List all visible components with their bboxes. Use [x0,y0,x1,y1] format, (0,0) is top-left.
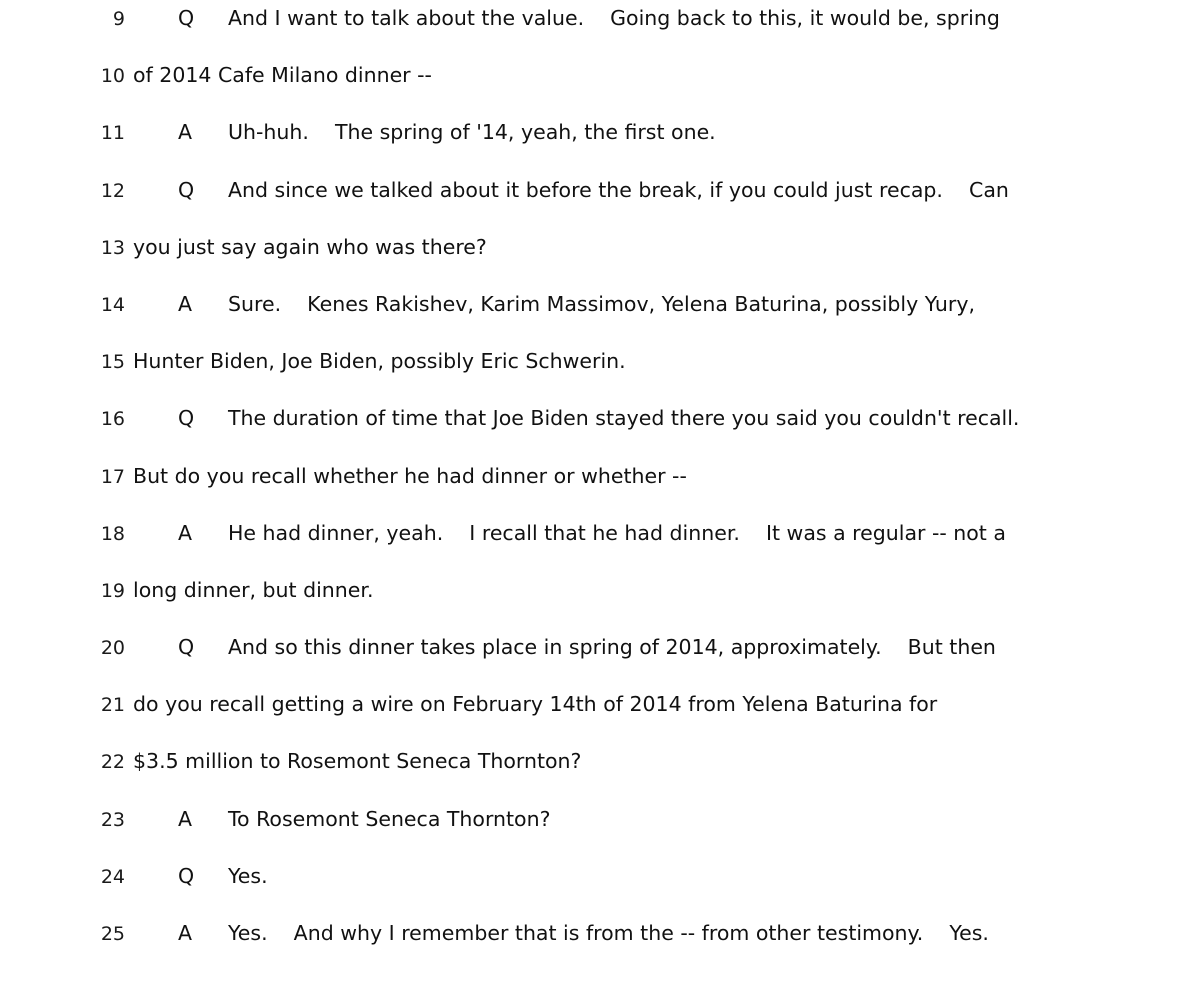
line-body: To Rosemont Seneca Thornton? [228,806,551,831]
transcript-line [0,806,1200,866]
line-text [133,863,1200,888]
line-text [133,751,1200,772]
speaker-label: A [178,520,193,545]
speaker-label: Q [178,863,195,888]
transcript-line [0,751,1200,808]
transcript-line [0,65,1200,122]
line-number: 20 [100,637,125,660]
transcript-line [0,291,1200,351]
line-number: 22 [100,751,125,774]
line-number: 16 [100,408,125,431]
line-body: long dinner, but dinner. [133,577,374,602]
transcript-line [0,863,1200,923]
speaker-label: A [178,120,193,145]
line-body: Uh-huh. The spring of '14, yeah, the first one. [228,120,716,145]
line-body: Yes. And why I remember that is from the -- from other testimony. Yes. [228,921,989,945]
line-number: 11 [100,122,125,145]
transcript-line [0,577,1200,637]
line-body: But do you recall whether he had dinner or whether -- [133,463,687,488]
speaker-label: Q [178,406,195,431]
transcript-line [0,694,1200,751]
speaker-label: Q [178,6,195,30]
line-number: 25 [100,923,125,945]
line-text [133,577,1200,602]
line-number: 24 [100,865,125,888]
line-body: of 2014 Cafe Milano dinner -- [133,63,432,88]
line-number: 23 [100,808,125,831]
line-number: 14 [100,293,125,316]
line-text [133,923,1200,944]
line-text [133,65,1200,86]
line-number: 12 [100,179,125,202]
line-number: 19 [100,579,125,602]
transcript-line [0,234,1200,294]
line-body: And so this dinner takes place in spring of 2014, approximately. But then [228,635,996,660]
line-body: Hunter Biden, Joe Biden, possibly Eric Schwerin. [133,349,626,374]
line-body: Yes. [228,863,268,888]
transcript-line [0,351,1200,408]
line-text [133,637,1200,658]
line-body: you just say again who was there? [133,234,487,259]
line-text [133,408,1200,429]
line-number: 18 [100,522,125,545]
speaker-label: Q [178,177,195,202]
speaker-label: A [178,291,193,316]
transcript-line [0,923,1200,980]
line-body: And I want to talk about the value. Going back to this, it would be, spring [228,6,1000,30]
line-body: $3.5 million to Rosemont Seneca Thornton? [133,749,582,774]
line-text [133,177,1200,202]
line-number: 9 [112,8,125,30]
line-number: 13 [100,236,125,259]
speaker-label: A [178,921,193,945]
line-text [133,234,1200,259]
line-text [133,122,1200,143]
transcript-line [0,463,1200,523]
line-text [133,520,1200,545]
line-text [133,8,1200,29]
line-number: 10 [100,65,125,88]
line-body: The duration of time that Joe Biden stayed there you said you couldn't recall. [228,406,1020,431]
transcript-line [0,520,1200,580]
transcript-line [0,8,1200,65]
line-number: 17 [100,465,125,488]
line-body: Sure. Kenes Rakishev, Karim Massimov, Yelena Baturina, possibly Yury, [228,291,975,316]
transcript-line [0,408,1200,465]
line-number: 21 [100,694,125,717]
line-text [133,351,1200,372]
line-text [133,463,1200,488]
transcript-line [0,122,1200,179]
line-body: He had dinner, yeah. I recall that he had dinner. It was a regular -- not a [228,520,1006,545]
line-text [133,291,1200,316]
transcript-line [0,637,1200,694]
line-text [133,806,1200,831]
transcript-line [0,177,1200,237]
line-text [133,694,1200,715]
speaker-label: A [178,806,193,831]
line-number: 15 [100,351,125,374]
line-body: do you recall getting a wire on February 14th of 2014 from Yelena Baturina for [133,692,938,717]
speaker-label: Q [178,635,195,660]
line-body: And since we talked about it before the break, if you could just recap. Can [228,177,1009,202]
